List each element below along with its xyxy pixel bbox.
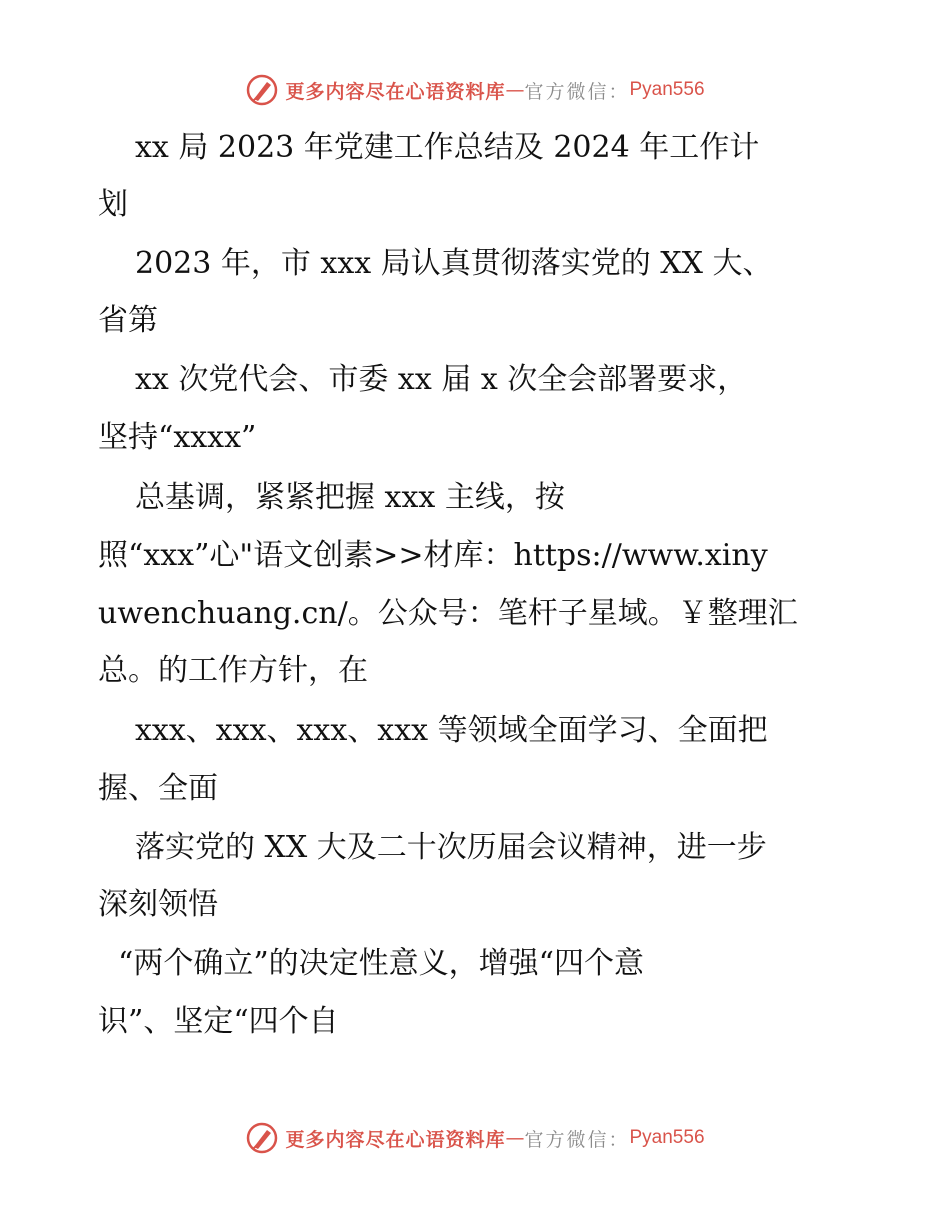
paragraph-line: 握、全面 [98,771,218,806]
doc-title-line-2: 划 [98,187,128,222]
quill-circle-icon [245,1121,279,1155]
paragraph-line: 识”、坚定“四个自 [98,1004,339,1039]
banner-wechat-label: 官方微信： [524,1128,630,1151]
paragraph-line: 总基调，紧紧把握 xxx 主线，按 [135,480,565,515]
doc-title-line-1: xx 局 2023 年党建工作总结及 2024 年工作计 [135,130,760,165]
paragraph-line: uwenchuang.cn/。公众号：笔杆子星域。￥整理汇 [98,596,798,631]
paragraph-line: 照“xxx”心"语文创素>>材库：https://www.xiny [98,538,768,573]
paragraph-line: xxx、xxx、xxx、xxx 等领域全面学习、全面把 [135,713,768,748]
banner-dash: — [505,79,525,101]
paragraph-line: 2023 年，市 xxx 局认真贯彻落实党的 XX 大、 [135,246,773,281]
paragraph-line: 坚持“xxxx” [98,420,257,455]
banner-wechat-id: Pyan556 [629,1127,705,1148]
banner-wechat-label: 官方微信： [524,80,630,103]
footer-banner [0,1118,950,1158]
banner-dash: — [505,1127,525,1149]
banner-library-text: 更多内容尽在心语资料库 [285,80,506,103]
header-banner [0,70,950,110]
paragraph-line: 落实党的 XX 大及二十次历届会议精神，进一步 [135,830,767,865]
quill-circle-icon [245,73,279,107]
banner-library-text: 更多内容尽在心语资料库 [285,1128,506,1151]
paragraph-line: 总。的工作方针，在 [98,653,368,688]
paragraph-line: xx 次党代会、市委 xx 届 x 次全会部署要求， [135,362,748,397]
paragraph-line: 省第 [98,303,158,338]
banner-wechat-id: Pyan556 [629,79,705,100]
paragraph-line: “两个确立”的决定性意义，增强“四个意 [118,946,645,981]
paragraph-line: 深刻领悟 [98,887,218,922]
